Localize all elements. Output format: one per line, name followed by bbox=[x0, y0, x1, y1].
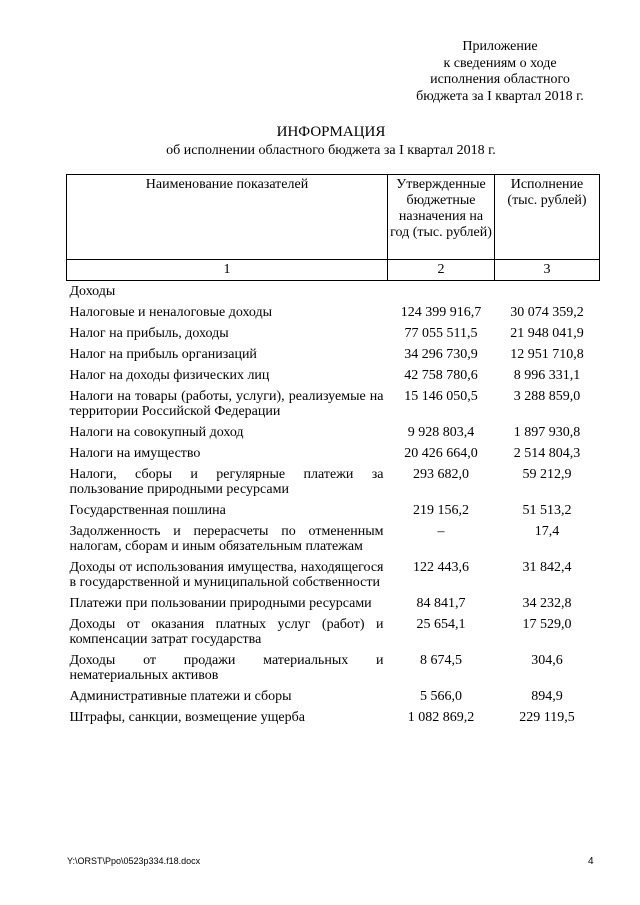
appendix-line: Приложение bbox=[462, 39, 538, 54]
row-name: Налоги на совокупный доход bbox=[69, 425, 244, 440]
row-approved-value: 77 055 511,5 bbox=[404, 326, 478, 341]
row-approved-value: 25 654,1 bbox=[416, 617, 466, 632]
header-approved: Утвержденные бюджетные назначения на год (тыс. рублей) bbox=[388, 175, 495, 260]
row-execution-value: 34 232,8 bbox=[522, 596, 572, 611]
row-approved-value: 293 682,0 bbox=[413, 467, 469, 482]
table-row bbox=[67, 344, 600, 365]
appendix-line: к сведениям о ходе bbox=[443, 55, 557, 71]
table-row bbox=[67, 443, 600, 464]
row-approved-value: 124 399 916,7 bbox=[400, 305, 482, 320]
row-approved-value: 1 082 869,2 bbox=[407, 710, 475, 725]
section-label: Доходы bbox=[69, 284, 116, 299]
row-execution-value: 229 119,5 bbox=[519, 710, 575, 725]
document-subtitle: об исполнении областного бюджета за I квартал 2018 г. bbox=[166, 143, 496, 158]
row-execution-value: 8 996 331,1 bbox=[513, 368, 581, 383]
appendix-note bbox=[402, 39, 598, 105]
table-row bbox=[67, 386, 600, 422]
row-name: Административные платежи и сборы bbox=[69, 689, 292, 704]
row-name: Доходы от продажи материальных и нематериальных активов bbox=[69, 653, 384, 683]
row-name: Налоги на товары (работы, услуги), реализуемые на территории Российской Федерации bbox=[69, 389, 384, 419]
table-row bbox=[67, 365, 600, 386]
table-row bbox=[67, 323, 600, 344]
row-name: Налог на прибыль организаций bbox=[69, 347, 257, 362]
row-name: Доходы от использования имущества, находящегося в государственной и муниципальной собственности bbox=[69, 560, 384, 590]
row-approved-value: 9 928 803,4 bbox=[407, 425, 475, 440]
row-name: Платежи при пользовании природными ресурсами bbox=[69, 596, 372, 611]
row-execution-value: 30 074 359,2 bbox=[510, 305, 584, 320]
header-row bbox=[67, 175, 600, 260]
table-row bbox=[67, 593, 600, 614]
row-execution-value: 2 514 804,3 bbox=[513, 446, 581, 461]
row-approved-value: 219 156,2 bbox=[413, 503, 469, 518]
row-name: Доходы от оказания платных услуг (работ) и компенсации затрат государства bbox=[69, 617, 384, 647]
column-number: 2 bbox=[388, 260, 495, 281]
row-name: Государственная пошлина bbox=[69, 503, 226, 518]
row-name: Налоговые и неналоговые доходы bbox=[69, 305, 273, 320]
table-row bbox=[67, 650, 600, 686]
row-approved-value: – bbox=[437, 524, 445, 539]
row-execution-value: 59 212,9 bbox=[522, 467, 572, 482]
row-approved-value: 84 841,7 bbox=[416, 596, 466, 611]
row-execution-value: 1 897 930,8 bbox=[513, 425, 581, 440]
table-row bbox=[67, 422, 600, 443]
row-name: Налоги, сборы и регулярные платежи за пользование природными ресурсами bbox=[69, 467, 384, 497]
table-row bbox=[67, 557, 600, 593]
row-approved-value: 8 674,5 bbox=[420, 653, 462, 668]
table-row bbox=[67, 686, 600, 707]
column-number-row bbox=[67, 260, 600, 281]
header-name: Наименование показателей bbox=[67, 175, 388, 260]
budget-table bbox=[66, 174, 600, 728]
row-name: Задолженность и перерасчеты по отмененным налогам, сборам и иным обязательным платежам bbox=[69, 524, 384, 554]
row-name: Налог на прибыль, доходы bbox=[69, 326, 229, 341]
row-approved-value: 122 443,6 bbox=[413, 560, 469, 575]
column-number: 1 bbox=[67, 260, 388, 281]
document-title: ИНФОРМАЦИЯ bbox=[276, 124, 386, 140]
file-path: Y:\ORST\Ppo\0523p334.f18.docx bbox=[67, 856, 201, 866]
table-row bbox=[67, 464, 600, 500]
page-number: 4 bbox=[588, 856, 594, 867]
row-execution-value: 304,6 bbox=[531, 653, 563, 668]
row-approved-value: 15 146 050,5 bbox=[404, 389, 478, 404]
row-execution-value: 17,4 bbox=[534, 524, 560, 539]
table-row bbox=[67, 500, 600, 521]
row-execution-value: 3 288 859,0 bbox=[513, 389, 581, 404]
header-execution: Исполнение (тыс. рублей) bbox=[495, 175, 600, 260]
row-execution-value: 51 513,2 bbox=[522, 503, 572, 518]
table-row bbox=[67, 521, 600, 557]
section-row bbox=[67, 281, 600, 303]
appendix-line: бюджета за I квартал 2018 г. bbox=[416, 88, 584, 104]
column-number: 3 bbox=[495, 260, 600, 281]
row-execution-value: 12 951 710,8 bbox=[510, 347, 584, 362]
row-name: Налог на доходы физических лиц bbox=[69, 368, 270, 383]
row-approved-value: 34 296 730,9 bbox=[404, 347, 478, 362]
row-execution-value: 21 948 041,9 bbox=[510, 326, 584, 341]
row-approved-value: 42 758 780,6 bbox=[404, 368, 478, 383]
row-execution-value: 31 842,4 bbox=[522, 560, 572, 575]
row-approved-value: 20 426 664,0 bbox=[404, 446, 478, 461]
table-row bbox=[67, 614, 600, 650]
table-row bbox=[67, 302, 600, 323]
row-execution-value: 894,9 bbox=[531, 689, 563, 704]
row-name: Штрафы, санкции, возмещение ущерба bbox=[69, 710, 305, 725]
row-approved-value: 5 566,0 bbox=[420, 689, 462, 704]
appendix-line: исполнения областного bbox=[430, 72, 570, 87]
row-execution-value: 17 529,0 bbox=[522, 617, 572, 632]
table-row bbox=[67, 707, 600, 728]
row-name: Налоги на имущество bbox=[69, 446, 201, 461]
